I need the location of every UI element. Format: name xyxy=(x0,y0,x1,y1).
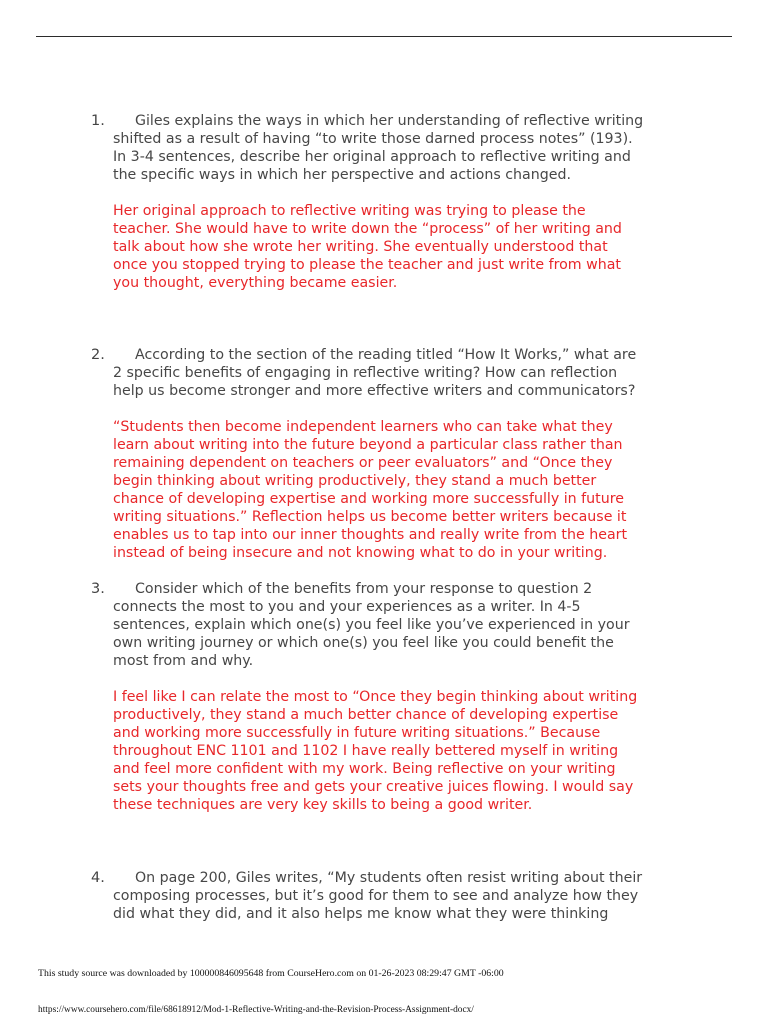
question-3-number: 3. xyxy=(91,581,105,597)
answer-line: learn about writing into the future beyond a particular class rather than xyxy=(113,437,623,453)
answer-line: writing situations.” Reflection helps us become better writers because it xyxy=(113,509,627,525)
prompt-line: connects the most to you and your experiences as a writer. In 4-5 xyxy=(113,599,581,615)
prompt-line: most from and why. xyxy=(113,653,254,669)
prompt-line: composing processes, but it’s good for them to see and analyze how they xyxy=(113,888,639,904)
answer-line: and working more successfully in future writing situations.” Because xyxy=(113,725,601,741)
prompt-line: On page 200, Giles writes, “My students often resist writing about their xyxy=(135,870,643,886)
answer-line: instead of being insecure and not knowing what to do in your writing. xyxy=(113,545,608,561)
prompt-line: 2 specific benefits of engaging in reflective writing? How can reflection xyxy=(113,365,618,381)
answer-line: teacher. She would have to write down the “process” of her writing and xyxy=(113,221,622,237)
prompt-line: the specific ways in which her perspective and actions changed. xyxy=(113,167,571,183)
answer-line: productively, they stand a much better chance of developing expertise xyxy=(113,707,619,723)
answer-line: begin thinking about writing productively, they stand a much better xyxy=(113,473,597,489)
answer-line: sets your thoughts free and gets your creative juices flowing. I would say xyxy=(113,779,634,795)
question-4-prompt xyxy=(113,869,685,923)
answer-line: and feel more confident with my work. Being reflective on your writing xyxy=(113,761,616,777)
prompt-line: did what they did, and it also helps me know what they were thinking xyxy=(113,906,609,922)
question-1-prompt xyxy=(113,112,685,184)
answer-line: enables us to tap into our inner thoughts and really write from the heart xyxy=(113,527,628,543)
prompt-line: According to the section of the reading titled “How It Works,” what are xyxy=(135,347,637,363)
top-rule xyxy=(36,36,732,37)
source-url[interactable]: https://www.coursehero.com/file/68618912/Mod-1-Reflective-Writing-and-the-Revision-Process-Assignment-docx/ xyxy=(38,1005,474,1015)
prompt-line: In 3-4 sentences, describe her original approach to reflective writing and xyxy=(113,149,631,165)
answer-line: you thought, everything became easier. xyxy=(113,275,398,291)
answer-line: Her original approach to reflective writing was trying to please the xyxy=(113,203,586,219)
question-2-prompt xyxy=(113,346,685,400)
prompt-line: own writing journey or which one(s) you feel like you could benefit the xyxy=(113,635,614,651)
question-3-answer xyxy=(113,688,685,814)
prompt-line: Consider which of the benefits from your response to question 2 xyxy=(135,581,593,597)
question-1-number: 1. xyxy=(91,113,105,129)
answer-line: these techniques are very key skills to being a good writer. xyxy=(113,797,533,813)
answer-line: I feel like I can relate the most to “Once they begin thinking about writing xyxy=(113,689,638,705)
answer-line: once you stopped trying to please the teacher and just write from what xyxy=(113,257,621,273)
prompt-line: shifted as a result of having “to write those darned process notes” (193). xyxy=(113,131,633,147)
question-3-prompt xyxy=(113,580,685,670)
question-2-number: 2. xyxy=(91,347,105,363)
answer-line: chance of developing expertise and working more successfully in future xyxy=(113,491,624,507)
prompt-line: sentences, explain which one(s) you feel like you’ve experienced in your xyxy=(113,617,630,633)
question-1-answer xyxy=(113,202,685,292)
question-4-number: 4. xyxy=(91,870,105,886)
answer-line: “Students then become independent learners who can take what they xyxy=(113,419,613,435)
answer-line: talk about how she wrote her writing. She eventually understood that xyxy=(113,239,608,255)
answer-line: throughout ENC 1101 and 1102 I have really bettered myself in writing xyxy=(113,743,619,759)
answer-line: remaining dependent on teachers or peer evaluators” and “Once they xyxy=(113,455,613,471)
question-2-answer xyxy=(113,418,685,562)
prompt-line: Giles explains the ways in which her understanding of reflective writing xyxy=(135,113,644,129)
prompt-line: help us become stronger and more effective writers and communicators? xyxy=(113,383,636,399)
download-notice: This study source was downloaded by 100000846095648 from CourseHero.com on 01-26-2023 08:29:47 GMT -06:00 xyxy=(38,968,504,979)
